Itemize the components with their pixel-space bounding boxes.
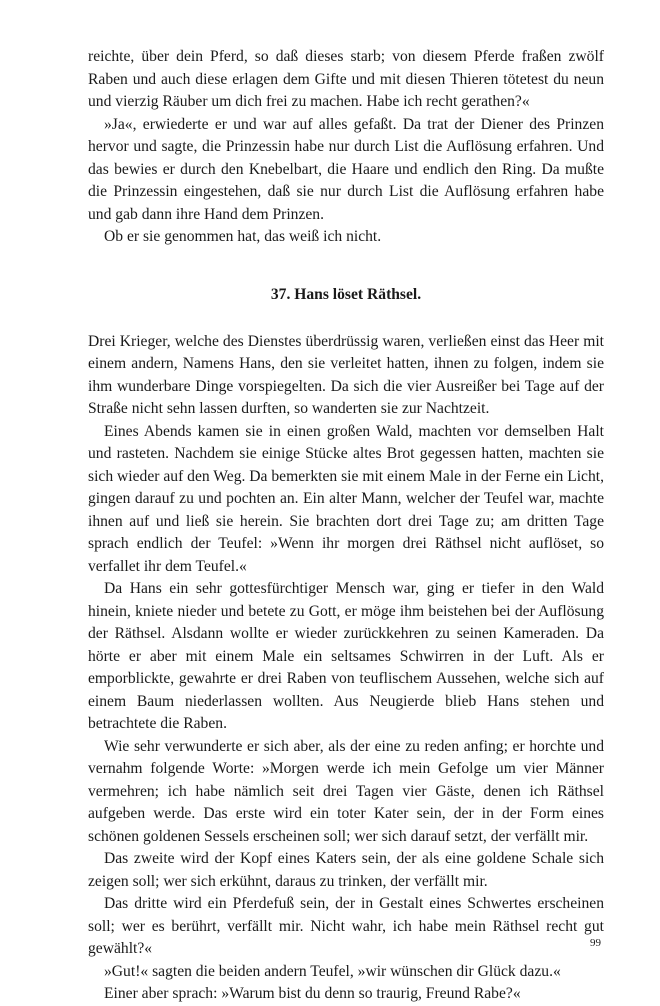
previous-section-text (88, 46, 604, 249)
paragraph-continuation: reichte, über dein Pferd, so daß dieses starb; von diesem Pferde fraßen zwölf Raben und auch diese erlagen dem Gifte und mit diesen Thieren tötetest du neun und vierzig Räuber um dich frei zu machen. Habe ich recht gerathen?« (88, 48, 604, 110)
paragraph: Einer aber sprach: »Warum bist du denn so traurig, Freund Rabe?« (104, 985, 521, 1002)
chapter-heading: 37. Hans löset Räthsel. (270, 285, 422, 303)
chapter-body (88, 331, 604, 1006)
book-page (88, 46, 604, 1006)
paragraph: Das dritte wird ein Pferdefuß sein, der in Gestalt eines Schwertes erscheinen soll; wer es berührt, verfällt mir. Nicht wahr, ich habe mein Räthsel recht gut gewählt?« (88, 895, 604, 957)
paragraph: Ob er sie genommen hat, das weiß ich nicht. (104, 228, 382, 245)
paragraph: Das zweite wird der Kopf eines Katers sein, der als eine goldene Schale sich zeigen soll; wer sich erkühnt, daraus zu trinken, der verfällt mir. (88, 850, 604, 890)
paragraph: »Gut!« sagten die beiden andern Teufel, »wir wünschen dir Glück dazu.« (104, 962, 561, 980)
paragraph: Eines Abends kamen sie in einen großen Wald, machten vor demselben Halt und rasteten. Nachdem sie einige Stücke altes Brot gegessen hatten, machten sie sich wieder auf den Weg. Da bemerkten sie mit einem Male in der Ferne ein Licht, gingen darauf zu und pochten an. Ein alter Mann, welcher der Teufel war, machte ihnen auf und ließ sie herein. Sie brachten dort drei Tage zu; am dritten Tage sprach endlich der Teufel: »Wenn ihr morgen drei Räthsel nicht auflöset, so verfallet ihr dem Teufel.« (88, 422, 604, 575)
page-number: 99 (590, 937, 601, 949)
paragraph-first: Drei Krieger, welche des Dienstes überdrüssig waren, verließen einst das Heer mit einem andern, Namens Hans, den sie verleitet hatten, ihnen zu folgen, indem sie ihm wunderbare Dinge vorspiegelten. Da sich die vier Ausreißer bei Tage auf der Straße nicht sehn lassen durften, so wanderten sie zur Nachtzeit. (88, 332, 604, 417)
paragraph: Da Hans ein sehr gottesfürchtiger Mensch war, ging er tiefer in den Wald hinein, kniete nieder und betete zu Gott, er möge ihm beistehen bei der Auflösung der Räthsel. Alsdann wollte er wieder zurückkehren zu seinen Kameraden. Da hörte er aber mit einem Male ein seltsames Schwirren in der Luft. Als er emporblickte, gewahrte er drei Raben von teuflischem Aussehen, welche sich auf einem Baum niederlassen wollten. Aus Neugierde blieb Hans stehen und betrachtete die Raben. (88, 580, 604, 732)
paragraph: Wie sehr verwunderte er sich aber, als der eine zu reden anfing; er horchte und vernahm folgende Worte: »Morgen werde ich mein Gefolge um vier Männer vermehren; ich habe nämlich seit drei Tagen vier Gäste, denen ich Räthsel aufgeben werde. Das erste wird ein toter Kater sein, der in der Form eines schönen goldenen Sessels erscheinen soll; wer sich darauf setzt, der verfällt mir. (88, 737, 604, 845)
paragraph: »Ja«, erwiederte er und war auf alles gefaßt. Da trat der Diener des Prinzen hervor und sagte, die Prinzessin habe nur durch List die Auflösung erfahren. Und das bewies er durch den Knebelbart, die Haare und endlich den Ring. Da mußte die Prinzessin eingestehen, daß sie nur durch List die Auflösung erfahren habe und gab dann ihre Hand dem Prinzen. (88, 115, 604, 223)
